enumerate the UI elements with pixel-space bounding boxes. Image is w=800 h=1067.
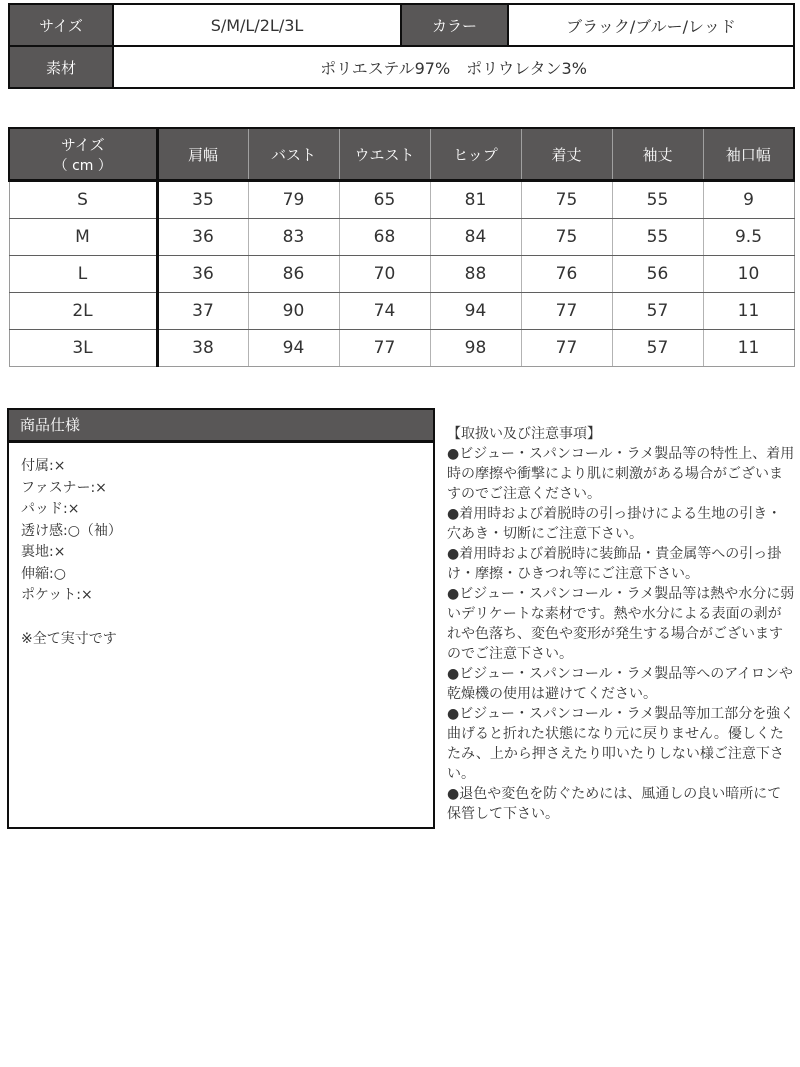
care-note-item: ●ビジュー・スパンコール・ラメ製品等へのアイロンや乾燥機の使用は避けてください。 xyxy=(447,666,793,702)
measurement-cell: 36 xyxy=(157,219,248,256)
measurement-cell: 10 xyxy=(703,256,794,293)
measurement-cell: 35 xyxy=(157,181,248,219)
measurement-cell: 11 xyxy=(703,293,794,330)
column-header-bust: バスト xyxy=(248,128,339,181)
color-value-cell: ブラック/ブルー/レッド xyxy=(508,4,794,46)
measurement-cell: 86 xyxy=(248,256,339,293)
measurement-cell: 36 xyxy=(157,256,248,293)
size-row-2l xyxy=(9,293,794,330)
measurement-cell: 65 xyxy=(339,181,430,219)
care-note-item: ●ビジュー・スパンコール・ラメ製品等加工部分を強く曲げると折れた状態になり元に戻りません。優しくたたみ、上から押さえたり叩いたりしない様ご注意下さい。 xyxy=(447,706,795,782)
spec-item-accessories: 付属:× xyxy=(21,458,66,474)
measurement-cell: 9 xyxy=(703,181,794,219)
size-cm-header-cell xyxy=(9,128,157,181)
care-note-item: ●ビジュー・スパンコール・ラメ製品等は熱や水分に弱いデリケートな素材です。熱や水分による表面の剥がれや色落ち、変色や変形が発生する場合がございますのでご注意下さい。 xyxy=(447,586,795,662)
size-chart-header-row xyxy=(9,128,794,181)
spec-item-fastener: ファスナー:× xyxy=(21,479,107,496)
size-header-line1: サイズ xyxy=(60,135,105,154)
spec-item-lining: 裏地:× xyxy=(21,544,66,560)
column-header-cuff: 袖口幅 xyxy=(703,128,794,181)
care-note-item: ●着用時および着脱時に装飾品・貴金属等への引っ掛け・摩擦・ひきつれ等にご注意下さい。 xyxy=(447,546,782,582)
measurement-cell: 76 xyxy=(521,256,612,293)
measurement-cell: 98 xyxy=(430,330,521,367)
size-row-s xyxy=(9,181,794,219)
size-name-cell: 3L xyxy=(9,330,157,367)
measurement-cell: 38 xyxy=(157,330,248,367)
column-header-waist: ウエスト xyxy=(339,128,430,181)
product-info-table xyxy=(8,3,795,89)
care-notes xyxy=(447,424,795,824)
size-value-cell: S/M/L/2L/3L xyxy=(113,4,401,46)
measurement-cell: 84 xyxy=(430,219,521,256)
color-label-cell: カラー xyxy=(401,4,508,46)
measurement-cell: 68 xyxy=(339,219,430,256)
info-row-size-color xyxy=(9,4,794,46)
measurement-cell: 77 xyxy=(521,330,612,367)
column-header-length: 着丈 xyxy=(521,128,612,181)
size-row-l xyxy=(9,256,794,293)
material-label-cell: 素材 xyxy=(9,46,113,88)
measurement-cell: 77 xyxy=(339,330,430,367)
measurement-cell: 94 xyxy=(248,330,339,367)
measurement-cell: 55 xyxy=(612,181,703,219)
size-name-cell: L xyxy=(9,256,157,293)
spec-item-pad: パッド:× xyxy=(21,501,80,517)
care-note-item: ●着用時および着脱時の引っ掛けによる生地の引き・穴あき・切断にご注意下さい。 xyxy=(447,506,782,542)
measurement-cell: 56 xyxy=(612,256,703,293)
measurement-cell: 57 xyxy=(612,330,703,367)
measurement-cell: 57 xyxy=(612,293,703,330)
care-note-item: ●退色や変色を防ぐためには、風通しの良い暗所にて保管して下さい。 xyxy=(447,786,782,822)
column-header-sleeve: 袖丈 xyxy=(612,128,703,181)
column-header-shoulder: 肩幅 xyxy=(157,128,248,181)
measurement-cell: 81 xyxy=(430,181,521,219)
measurement-cell: 83 xyxy=(248,219,339,256)
spec-box-title: 商品仕様 xyxy=(9,410,433,443)
measurement-cell: 75 xyxy=(521,181,612,219)
product-spec-box xyxy=(7,408,435,829)
size-label-cell: サイズ xyxy=(9,4,113,46)
spec-item-stretch: 伸縮:○ xyxy=(21,565,66,582)
measurement-cell: 9.5 xyxy=(703,219,794,256)
column-header-hip: ヒップ xyxy=(430,128,521,181)
measurement-cell: 88 xyxy=(430,256,521,293)
measurement-cell: 55 xyxy=(612,219,703,256)
care-notes-heading: 【取扱い及び注意事項】 xyxy=(447,426,601,442)
measurement-cell: 11 xyxy=(703,330,794,367)
size-row-m xyxy=(9,219,794,256)
material-value-cell: ポリエステル97% ポリウレタン3% xyxy=(113,46,794,88)
measurement-cell: 94 xyxy=(430,293,521,330)
measurement-cell: 37 xyxy=(157,293,248,330)
measurement-cell: 90 xyxy=(248,293,339,330)
size-chart-table xyxy=(8,127,795,367)
spec-note-actual-size: ※全て実寸です xyxy=(21,630,117,647)
care-note-item: ●ビジュー・スパンコール・ラメ製品等の特性上、着用時の摩擦や衝撃により肌に刺激がある場合がございますのでご注意ください。 xyxy=(447,446,795,502)
spec-box-body xyxy=(9,443,433,663)
size-header-line2: （ cm ） xyxy=(53,157,112,174)
spec-item-sheerness: 透け感:○（袖） xyxy=(21,522,122,539)
measurement-cell: 75 xyxy=(521,219,612,256)
measurement-cell: 70 xyxy=(339,256,430,293)
info-row-material xyxy=(9,46,794,88)
size-name-cell: M xyxy=(9,219,157,256)
measurement-cell: 79 xyxy=(248,181,339,219)
size-name-cell: S xyxy=(9,181,157,219)
spec-item-pocket: ポケット:× xyxy=(21,587,93,603)
size-row-3l xyxy=(9,330,794,367)
measurement-cell: 77 xyxy=(521,293,612,330)
measurement-cell: 74 xyxy=(339,293,430,330)
size-name-cell: 2L xyxy=(9,293,157,330)
